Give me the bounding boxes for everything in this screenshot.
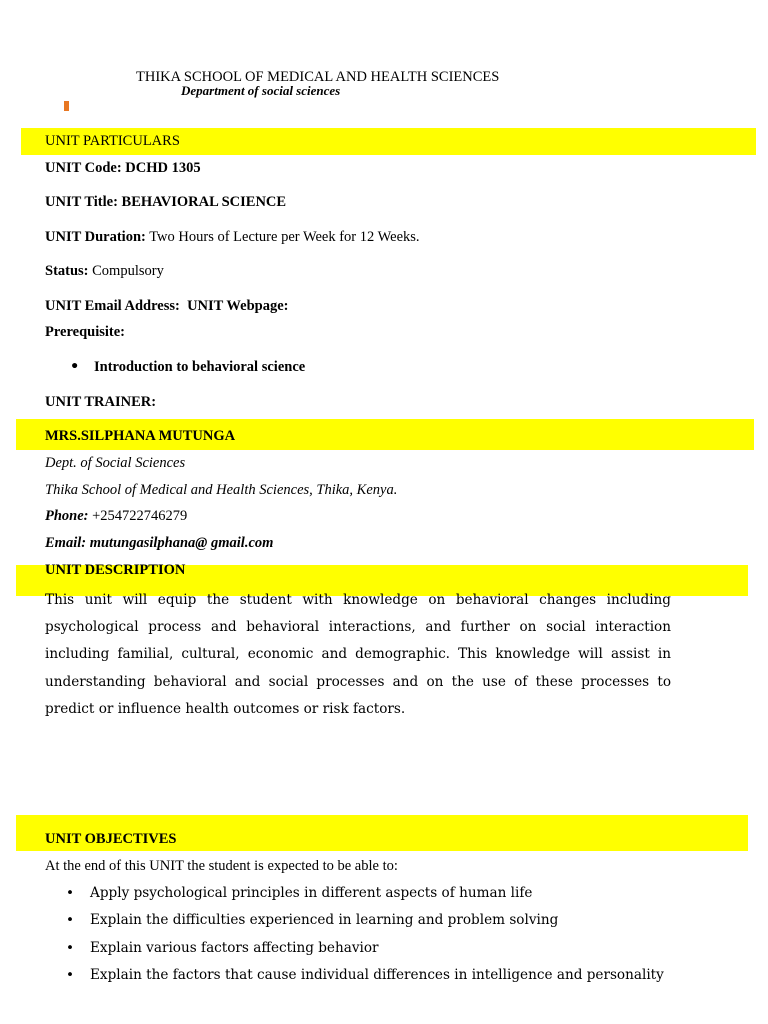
objective-item: • Explain the factors that cause individual differences in intelligence and personality xyxy=(90,967,664,983)
section-heading-objectives: UNIT OBJECTIVES xyxy=(45,831,177,847)
objective-item: • Apply psychological principles in different aspects of human life xyxy=(90,885,532,901)
unit-code: UNIT Code: DCHD 1305 xyxy=(45,160,201,176)
bookmark-marker-icon xyxy=(64,101,69,111)
trainer-phone xyxy=(45,508,187,525)
status-label: Status: xyxy=(45,263,89,279)
department-name: Department of social sciences xyxy=(181,83,341,98)
section-heading-description: UNIT DESCRIPTION xyxy=(45,562,186,578)
phone-label: Phone: xyxy=(45,508,89,524)
unit-title: UNIT Title: BEHAVIORAL SCIENCE xyxy=(45,194,287,210)
trainer-dept: Dept. of Social Sciences xyxy=(45,455,186,471)
phone-value: +254722746279 xyxy=(88,508,188,524)
section-heading-trainer: UNIT TRAINER: xyxy=(45,394,157,410)
prerequisite-item: • Introduction to behavioral science xyxy=(94,359,305,376)
unit-status xyxy=(45,263,164,280)
trainer-name: MRS.SILPHANA MUTUNGA xyxy=(45,428,236,444)
trainer-institution: Thika School of Medical and Health Sciences, Thika, Kenya. xyxy=(45,482,398,498)
unit-duration xyxy=(45,229,420,246)
objective-item: • Explain various factors affecting behavior xyxy=(90,940,379,956)
duration-value: Two Hours of Lecture per Week for 12 Weeks. xyxy=(145,229,420,245)
objective-item: • Explain the difficulties experienced in learning and problem solving xyxy=(90,912,558,928)
description-text: This unit will equip the student with knowledge on behavioral changes including psychological process and behavioral interactions, and further on social interaction including familial, cultural, economic and demographic. This knowledge will assist in understanding behavioral and social processes and on the use of these processes to predict or influence health outcomes or risk factors. xyxy=(45,592,671,717)
status-value: Compulsory xyxy=(88,263,164,279)
prerequisite-label: Prerequisite: xyxy=(45,324,125,340)
trainer-email[interactable]: Email: mutungasilphana@ gmail.com xyxy=(45,535,274,551)
objectives-intro: At the end of this UNIT the student is expected to be able to: xyxy=(45,858,398,874)
unit-email-webpage: UNIT Email Address: UNIT Webpage: xyxy=(45,298,289,314)
section-heading-particulars: UNIT PARTICULARS xyxy=(45,133,180,149)
school-name: THIKA SCHOOL OF MEDICAL AND HEALTH SCIENCES xyxy=(136,69,500,85)
duration-label: UNIT Duration: xyxy=(45,229,146,245)
